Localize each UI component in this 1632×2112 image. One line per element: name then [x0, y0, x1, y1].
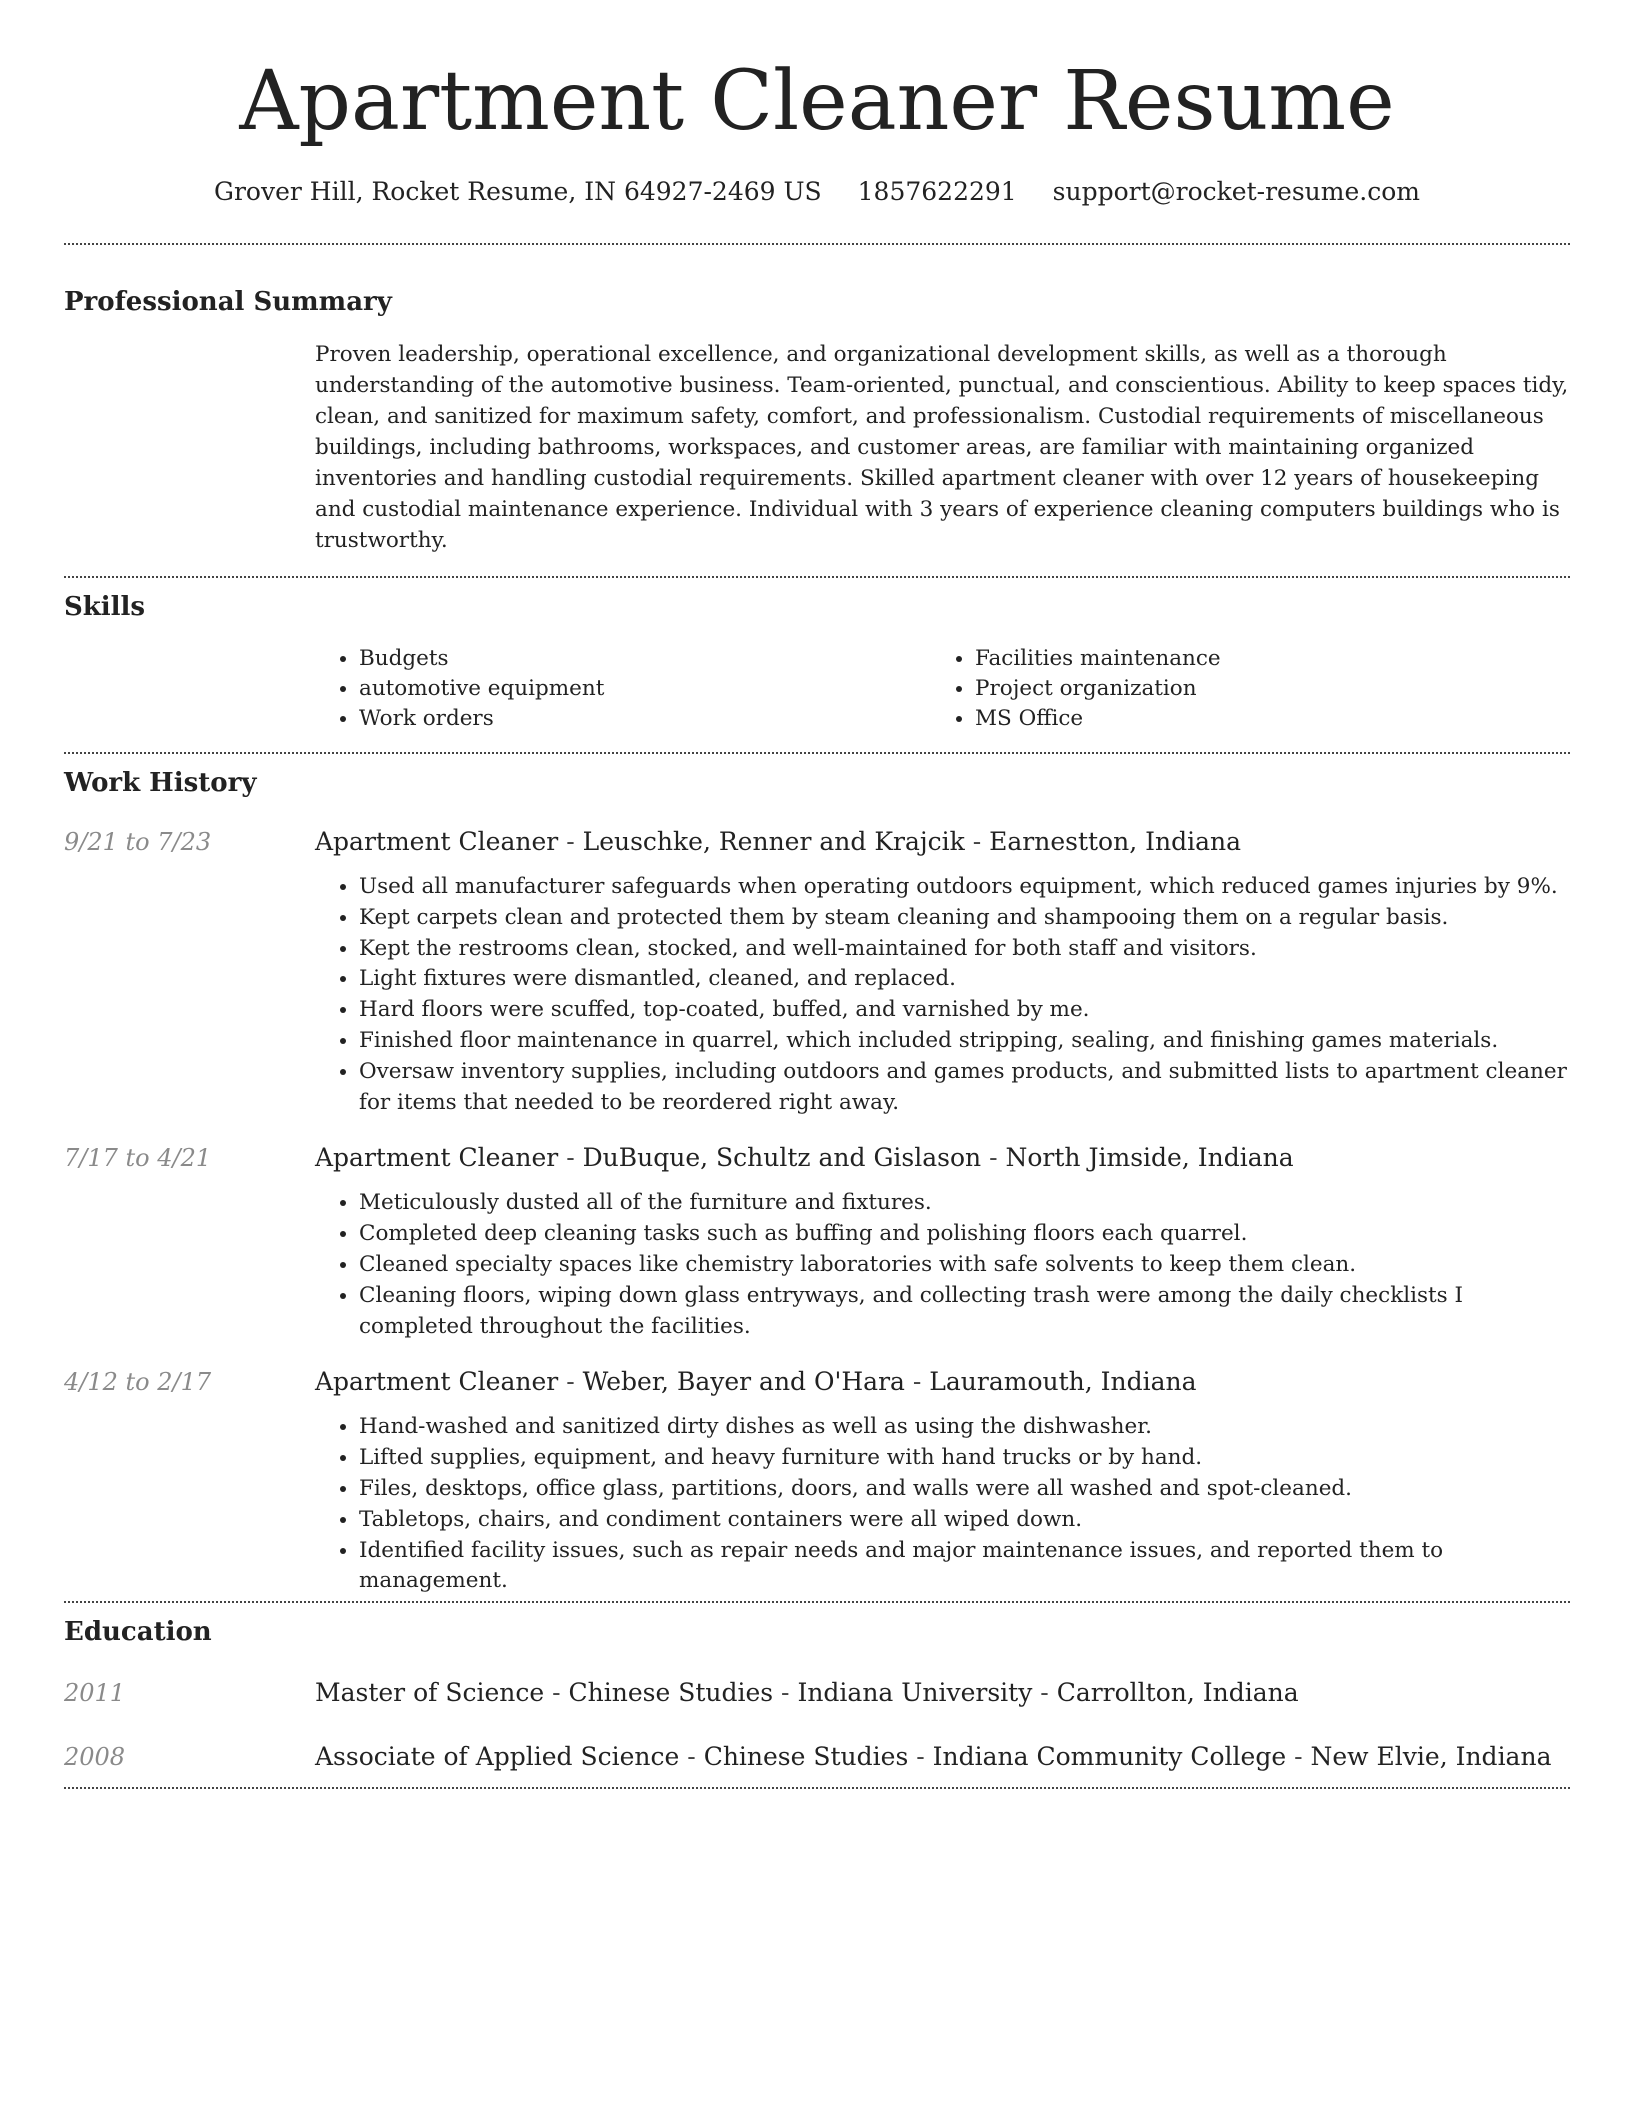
job-company: Leuschke, Renner and Krajcik — [582, 827, 965, 856]
education-degree: Associate of Applied Science — [315, 1742, 680, 1772]
section-divider — [64, 1787, 1570, 1789]
job-heading: Apartment Cleaner - Leuschke, Renner and Krajcik - Earnestton, Indiana — [315, 827, 1241, 856]
skill-item: • MS Office — [975, 704, 1547, 734]
job-location: North Jimside, Indiana — [1005, 1143, 1294, 1173]
contact-address: Grover Hill, Rocket Resume, IN 64927-2469 US — [214, 177, 822, 206]
job-bullet: • Cleaning floors, wiping down glass entryways, and collecting trash were among the daily checklists I completed throughout the facilities. — [359, 1281, 1570, 1343]
job-bullet: • Tabletops, chairs, and condiment containers were all wiped down. — [359, 1505, 1570, 1536]
job-location: Lauramouth, Indiana — [929, 1367, 1197, 1397]
skill-item: • Facilities maintenance — [975, 644, 1547, 674]
job-entry — [64, 1140, 1570, 1342]
job-bullets — [315, 872, 1570, 1118]
job-bullet: • Finished floor maintenance in quarrel, which included stripping, sealing, and finishing games materials. — [359, 1026, 1570, 1057]
education-year: 2008 — [64, 1743, 126, 1772]
job-bullet: • Oversaw inventory supplies, including outdoors and games products, and submitted lists to apartment cleaner for items that needed to be reordered right away. — [359, 1057, 1570, 1119]
education-heading: Education — [64, 1617, 212, 1648]
job-body — [315, 824, 1570, 1118]
education-heading-line: Associate of Applied Science - Chinese Studies - Indiana Community College - New Elvie, Indiana — [315, 1742, 1552, 1772]
job-bullet: • Files, desktops, office glass, partitions, doors, and walls were all washed and spot-cleaned. — [359, 1474, 1570, 1505]
skill-item: • automotive equipment — [359, 674, 931, 704]
job-bullet: • Identified facility issues, such as repair needs and major maintenance issues, and reported them to management. — [359, 1536, 1570, 1598]
job-bullet: • Kept the restrooms clean, stocked, and well-maintained for both staff and visitors. — [359, 934, 1570, 965]
work-history-heading: Work History — [64, 768, 257, 798]
job-company: DuBuque, Schultz and Gislason — [582, 1143, 982, 1173]
contact-email: support@rocket-resume.com — [1052, 177, 1420, 206]
job-body — [315, 1364, 1570, 1597]
skills-list — [315, 644, 1570, 734]
skill-item: • Work orders — [359, 704, 931, 734]
section-divider — [64, 243, 1570, 245]
job-bullets — [315, 1412, 1570, 1597]
education-school: Indiana Community College — [932, 1742, 1287, 1772]
education-location: Carrollton, Indiana — [1056, 1678, 1299, 1708]
job-entry — [64, 824, 1570, 1118]
education-field: Chinese Studies — [703, 1742, 909, 1772]
job-company: Weber, Bayer and O'Hara — [582, 1367, 905, 1397]
education-location: New Elvie, Indiana — [1310, 1742, 1552, 1772]
education-school: Indiana University — [797, 1678, 1033, 1708]
job-title: Apartment Cleaner — [315, 1143, 559, 1173]
skills-column-1 — [315, 644, 931, 734]
section-divider — [64, 752, 1570, 754]
section-divider — [64, 1601, 1570, 1603]
job-bullet: • Used all manufacturer safeguards when operating outdoors equipment, which reduced games injuries by 9%. — [359, 872, 1570, 903]
education-entry — [64, 1675, 1570, 1711]
job-dates: 4/12 to 2/17 — [64, 1368, 212, 1397]
job-dates: 9/21 to 7/23 — [64, 828, 212, 856]
job-heading: Apartment Cleaner - DuBuque, Schultz and Gislason - North Jimside, Indiana — [315, 1143, 1294, 1173]
education-year: 2011 — [64, 1679, 126, 1708]
job-bullet: • Cleaned specialty spaces like chemistry laboratories with safe solvents to keep them clean. — [359, 1250, 1570, 1281]
skill-item: • Project organization — [975, 674, 1547, 704]
skills-column-2 — [931, 644, 1547, 734]
contact-line — [64, 176, 1570, 208]
job-bullet: • Lifted supplies, equipment, and heavy furniture with hand trucks or by hand. — [359, 1443, 1570, 1474]
education-entry — [64, 1739, 1570, 1775]
job-bullet: • Hard floors were scuffed, top-coated, buffed, and varnished by me. — [359, 995, 1570, 1026]
skill-item: • Budgets — [359, 644, 931, 674]
job-body — [315, 1140, 1570, 1342]
job-bullet: • Hand-washed and sanitized dirty dishes as well as using the dishwasher. — [359, 1412, 1570, 1443]
job-bullet: • Light fixtures were dismantled, cleaned, and replaced. — [359, 964, 1570, 995]
job-title: Apartment Cleaner — [315, 1367, 559, 1397]
section-divider — [64, 576, 1570, 578]
job-bullet: • Meticulously dusted all of the furniture and fixtures. — [359, 1188, 1570, 1219]
education-heading-line: Master of Science - Chinese Studies - Indiana University - Carrollton, Indiana — [315, 1678, 1299, 1708]
job-heading: Apartment Cleaner - Weber, Bayer and O'Hara - Lauramouth, Indiana — [315, 1367, 1197, 1397]
education-field: Chinese Studies — [568, 1678, 774, 1708]
job-dates: 7/17 to 4/21 — [64, 1144, 212, 1173]
job-title: Apartment Cleaner — [315, 827, 559, 856]
skills-heading: Skills — [64, 592, 146, 622]
education-degree: Master of Science — [315, 1678, 545, 1708]
job-bullet: • Completed deep cleaning tasks such as buffing and polishing floors each quarrel. — [359, 1219, 1570, 1250]
resume-page — [64, 0, 1570, 1789]
resume-title: Apartment Cleaner Resume — [239, 54, 1395, 149]
summary-heading: Professional Summary — [64, 287, 392, 317]
job-location: Earnestton, Indiana — [989, 827, 1241, 856]
job-bullet: • Kept carpets clean and protected them by steam cleaning and shampooing them on a regular basis. — [359, 903, 1570, 934]
job-entry — [64, 1364, 1570, 1597]
job-bullets — [315, 1188, 1570, 1342]
summary-text: Proven leadership, operational excellence, and organizational development skills, as well as a thorough understanding of the automotive business. Team-oriented, punctual, and conscientious. Ability to keep spaces tidy, clean, and sanitized for maximum safety, comfort, and professionalism. Custodial requirements of miscellaneous buildings, including bathrooms, workspaces, and customer areas, are familiar with maintaining organized inventories and handling custodial requirements. Skilled apartment cleaner with over 12 years of housekeeping and custodial maintenance experience. Individual with 3 years of experience cleaning computers buildings who is trustworthy. — [315, 342, 1569, 553]
contact-phone: 1857622291 — [857, 177, 1017, 206]
